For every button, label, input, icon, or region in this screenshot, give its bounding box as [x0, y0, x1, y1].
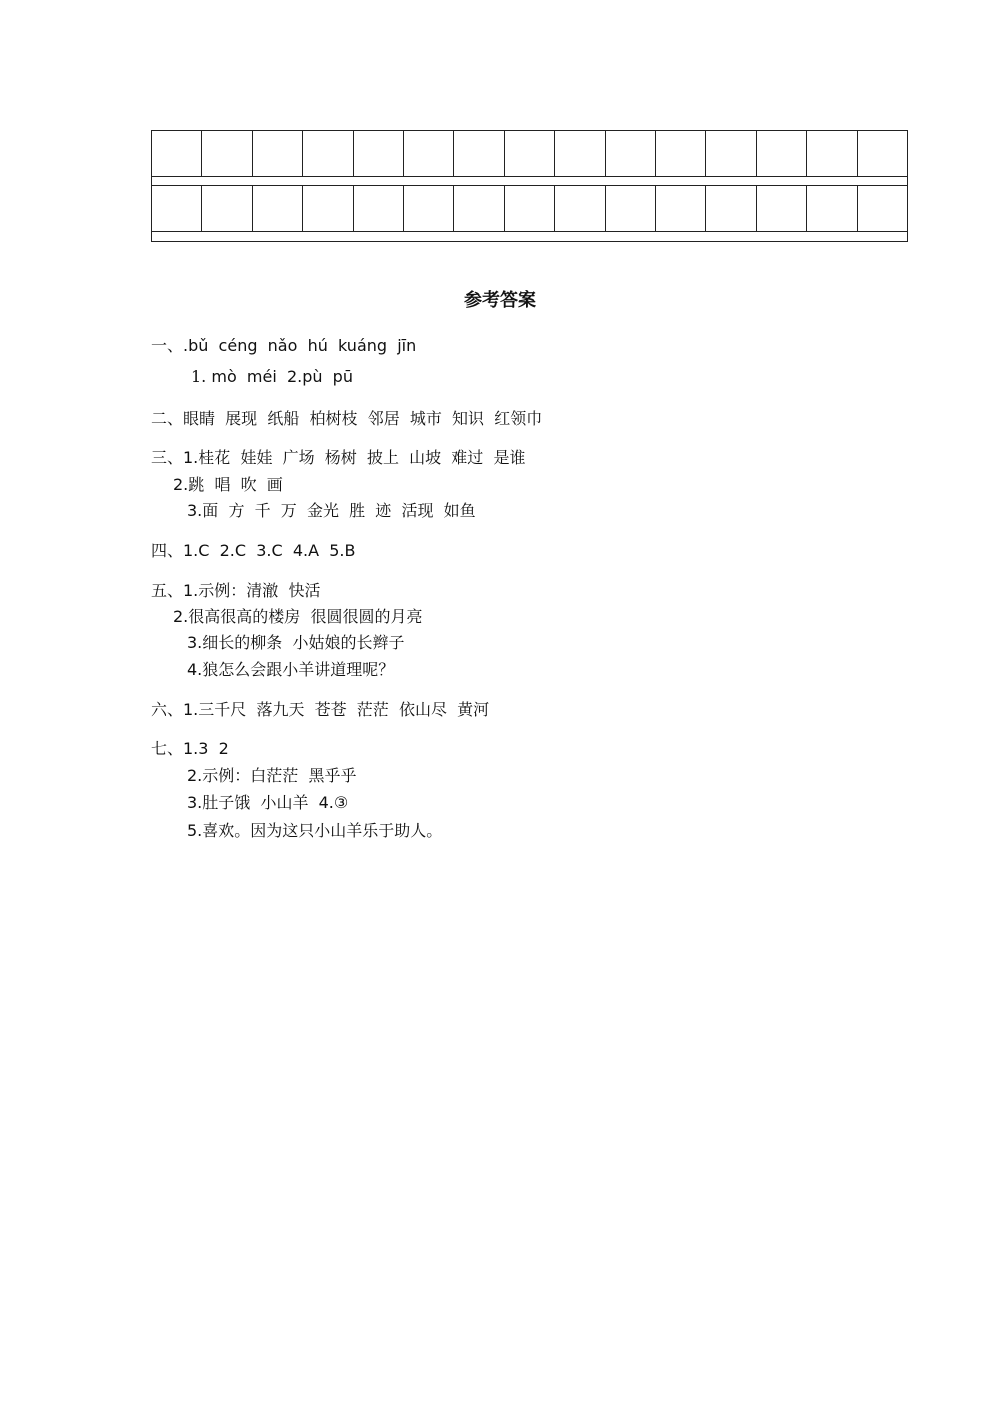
grid-strip-1 — [152, 177, 907, 186]
grid-cell — [454, 186, 504, 231]
answer-3-line-3: 3.面 方 千 万 金光 胜 迹 活现 如鱼 — [187, 501, 476, 520]
grid-cell — [202, 186, 252, 231]
answer-1-line-2-text: mò méi 2.pù pū — [206, 367, 353, 386]
answer-7-line-3: 3.肚子饿 小山羊 4.③ — [187, 793, 349, 812]
grid-cell — [706, 186, 756, 231]
answer-5-line-4: 4.狼怎么会跟小羊讲道理呢？ — [187, 660, 395, 679]
grid-cell — [807, 131, 857, 176]
grid-cell — [202, 131, 252, 176]
grid-cell — [354, 186, 404, 231]
grid-cell — [152, 131, 202, 176]
grid-cell — [555, 131, 605, 176]
grid-strip-2 — [152, 232, 907, 241]
answer-7-line-1: 七、1.3 2 — [151, 739, 229, 758]
answer-1-line-2-number: 1. — [191, 367, 207, 386]
grid-cell — [505, 186, 555, 231]
answer-3-line-1: 三、1.桂花 娃娃 广场 杨树 披上 山坡 难过 是谁 — [151, 448, 526, 467]
grid-cell — [303, 186, 353, 231]
grid-cell — [505, 131, 555, 176]
answer-1-line-2 — [191, 366, 353, 388]
grid-cell — [152, 186, 202, 231]
grid-cell — [807, 186, 857, 231]
answer-7-line-2: 2.示例：白茫茫 黑乎乎 — [187, 766, 357, 785]
answer-5-line-2: 2.很高很高的楼房 很圆很圆的月亮 — [173, 607, 423, 626]
grid-cell — [757, 186, 807, 231]
grid-cell — [606, 131, 656, 176]
grid-cell — [454, 131, 504, 176]
answer-6-line-1: 六、1.三千尺 落九天 苍苍 茫茫 依山尽 黄河 — [151, 700, 490, 719]
answer-4-line-1: 四、1.C 2.C 3.C 4.A 5.B — [151, 541, 356, 560]
grid-cell — [858, 131, 907, 176]
grid-cell — [404, 186, 454, 231]
grid-cell — [656, 131, 706, 176]
grid-cell — [555, 186, 605, 231]
grid-cell — [757, 131, 807, 176]
grid-cell — [253, 131, 303, 176]
grid-cell — [404, 131, 454, 176]
grid-cell — [656, 186, 706, 231]
grid-cell — [253, 186, 303, 231]
answer-3-line-2: 2.跳 唱 吹 画 — [173, 475, 283, 494]
answer-2-line-1: 二、眼睛 展现 纸船 柏树枝 邻居 城市 知识 红领巾 — [151, 409, 543, 428]
grid-cell — [303, 131, 353, 176]
answer-1-line-1: 一、.bǔ céng nǎo hú kuáng jīn — [151, 336, 417, 355]
grid-row-1 — [152, 131, 907, 177]
writing-grid — [151, 130, 908, 242]
grid-cell — [354, 131, 404, 176]
answer-key-title: 参考答案 — [464, 290, 536, 311]
grid-cell — [706, 131, 756, 176]
answer-5-line-3: 3.细长的柳条 小姑娘的长辫子 — [187, 633, 405, 652]
grid-cell — [606, 186, 656, 231]
answer-5-line-1: 五、1.示例：清澈 快活 — [151, 581, 321, 600]
grid-row-2 — [152, 186, 907, 232]
answer-7-line-4: 5.喜欢。因为这只小山羊乐于助人。 — [187, 821, 443, 840]
grid-cell — [858, 186, 907, 231]
